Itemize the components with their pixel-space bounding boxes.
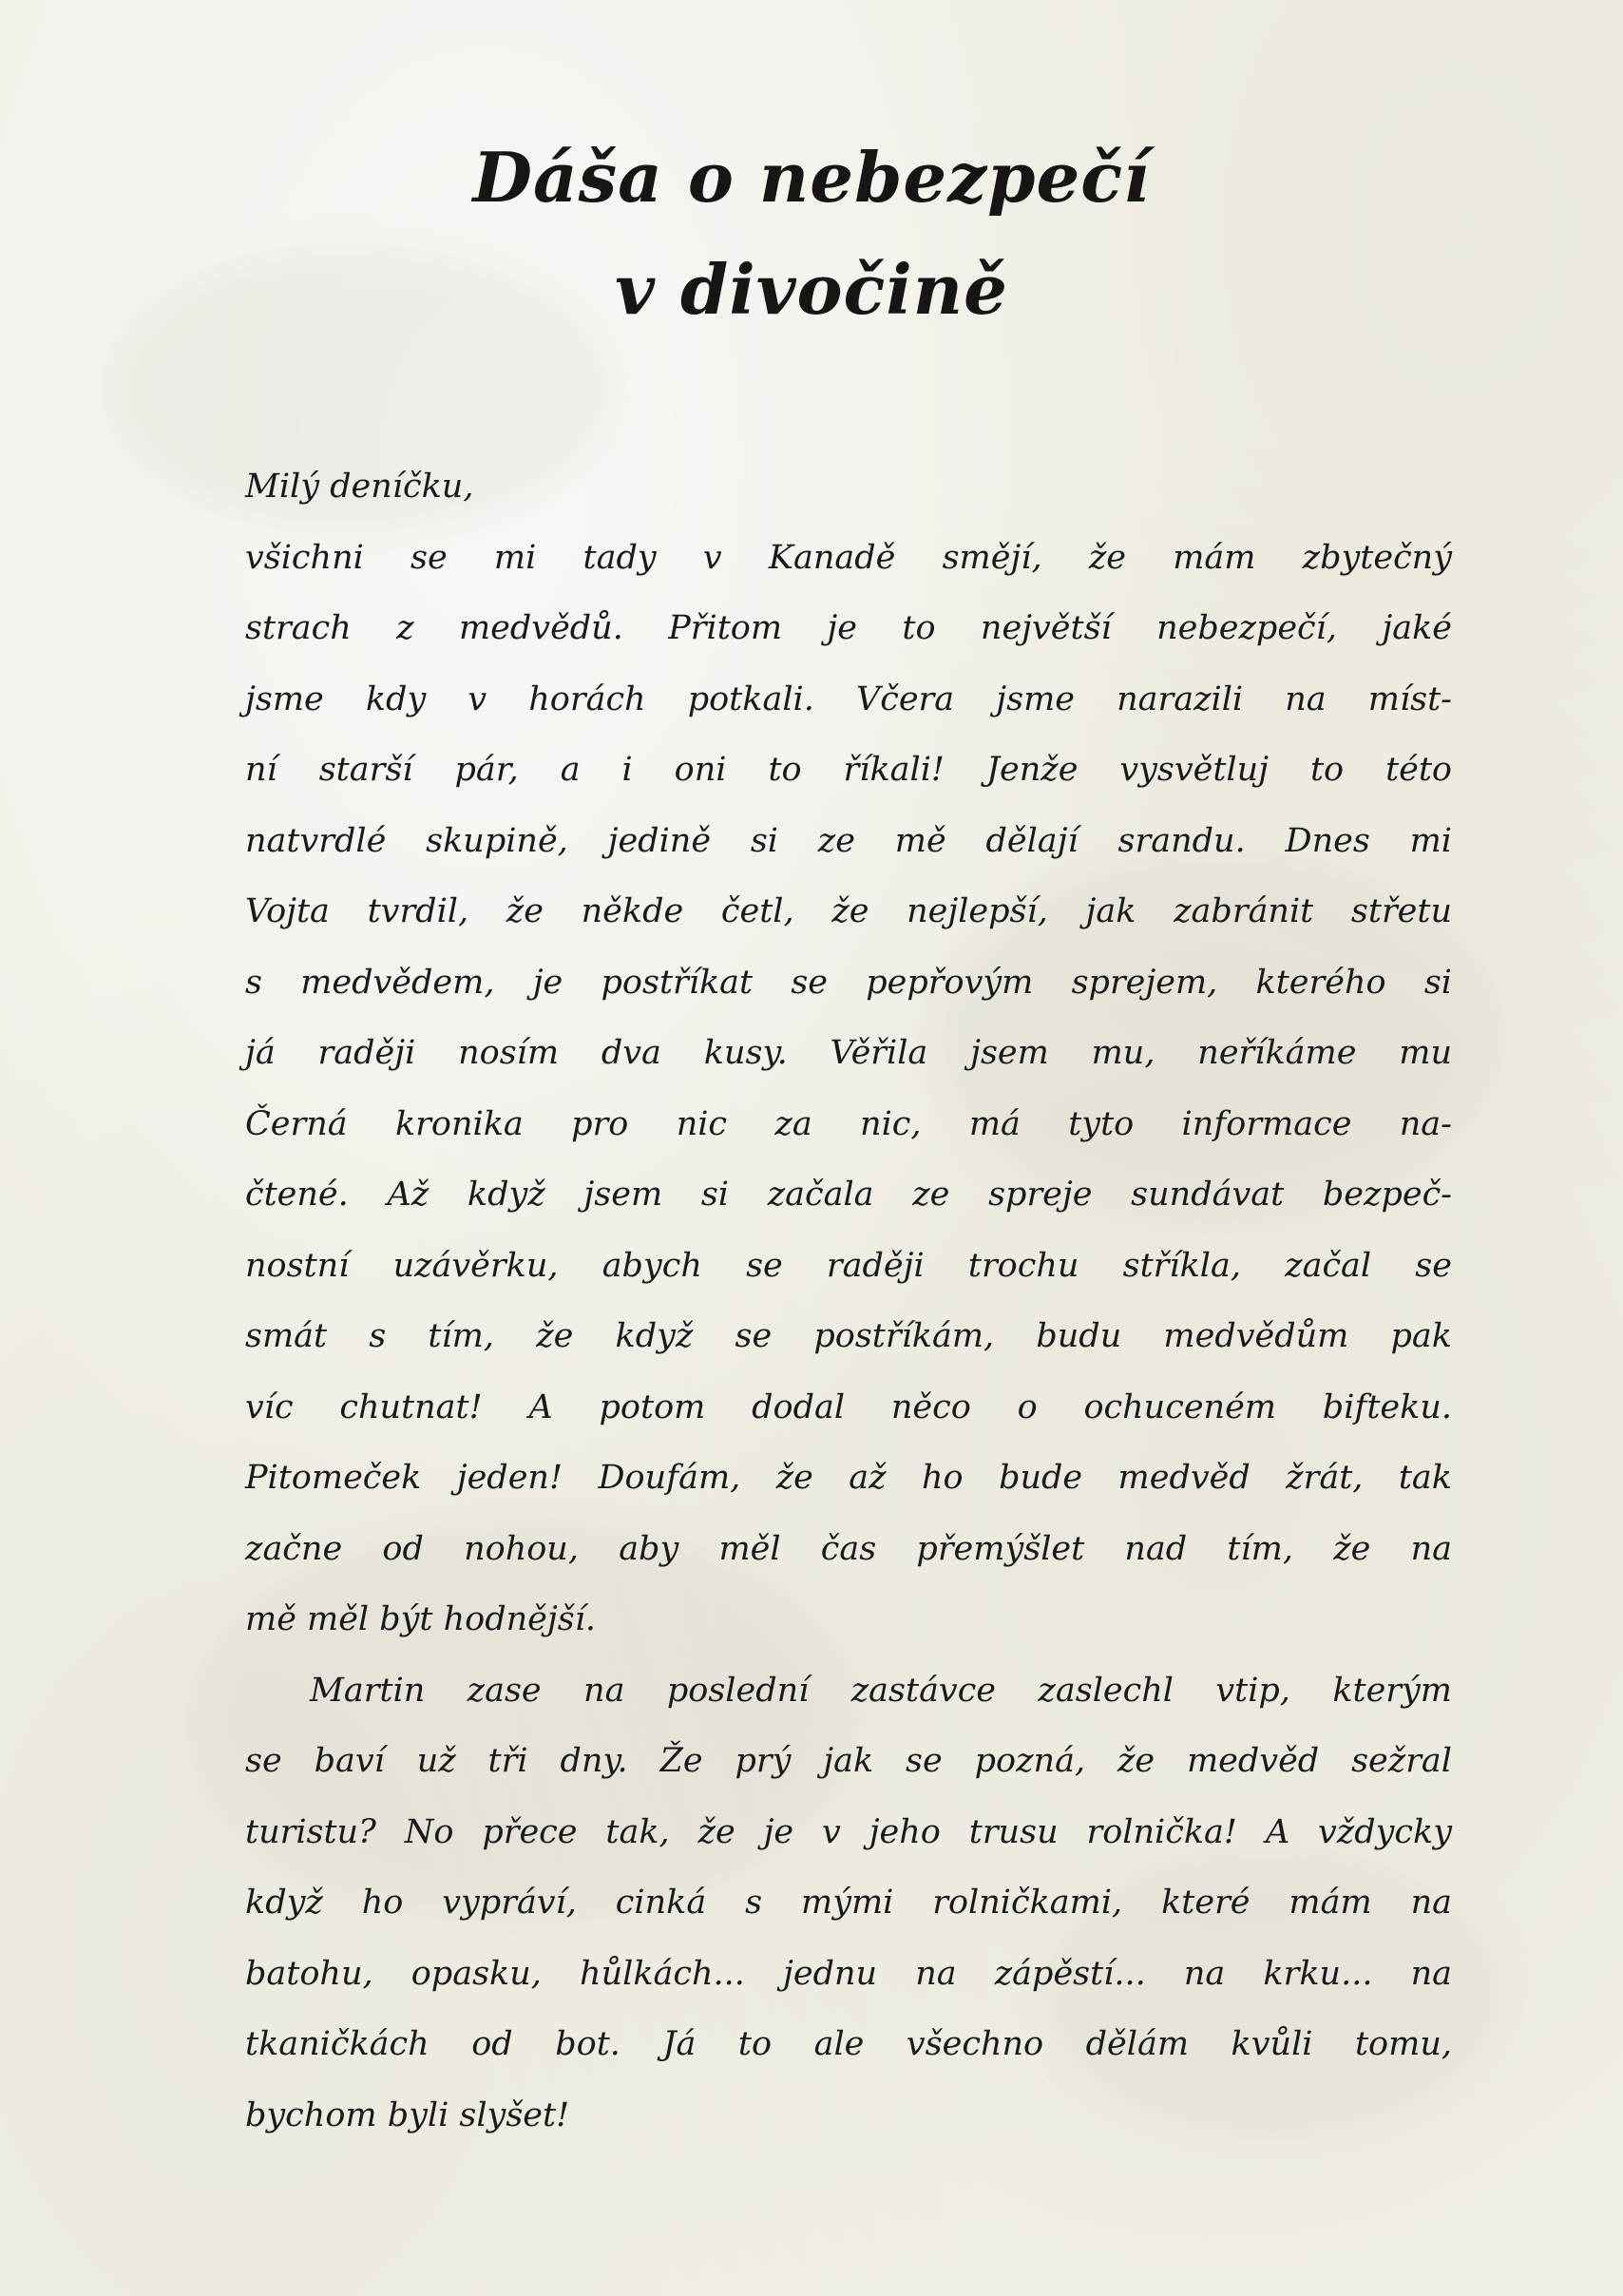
letter-line: Pitomeček jeden! Doufám, že až ho bude medvěd žrát, tak [245,1459,1452,1497]
letter-line: tkaničkách od bot. Já to ale všechno dělám kvůli tomu, [245,2025,1452,2063]
letter-line: ní starší pár, a i oni to říkali! Jenže vysvětluj to této [245,751,1452,789]
letter-line: já raději nosím dva kusy. Věřila jsem mu, neříkáme mu [245,1034,1452,1072]
letter-line: smát s tím, že když se postříkám, budu medvědům pak [245,1317,1452,1355]
letter-paragraph-2 [245,1655,1452,2152]
diary-letter [245,451,1452,2151]
letter-line: natvrdlé skupině, jedině si ze mě dělají srandu. Dnes mi [245,821,1452,860]
letter-line: turistu? No přece tak, že je v jeho trusu rolnička! A vždycky [245,1812,1452,1851]
letter-line: jsme kdy v horách potkali. Včera jsme narazili na míst- [245,679,1452,718]
letter-line: začne od nohou, aby měl čas přemýšlet nad tím, že na [245,1529,1452,1568]
letter-line: když ho vypráví, cinká s mými rolničkami, které mám na [245,1884,1452,1922]
letter-line: se baví už tři dny. Že prý jak se pozná, že medvěd sežral [245,1742,1452,1780]
letter-line: Černá kronika pro nic za nic, má tyto informace na- [245,1104,1452,1143]
letter-line: čtené. Až když jsem si začala ze spreje sundávat bezpeč- [245,1176,1452,1214]
letter-line: batohu, opasku, hůlkách... jednu na zápěstí... na krku... na [245,1954,1452,1993]
page-title [0,122,1623,346]
letter-line: Martin zase na poslední zastávce zaslechl vtip, kterým [310,1671,1452,1710]
letter-line: strach z medvědů. Přitom je to největší nebezpečí, jaké [245,609,1452,647]
letter-line: nostní uzávěrku, abych se raději trochu stříkla, začal se [245,1246,1452,1285]
letter-line: mě měl být hodnější. [245,1600,597,1638]
letter-line: s medvědem, je postříkat se pepřovým sprejem, kterého si [245,963,1452,1002]
letter-line: všichni se mi tady v Kanadě smějí, že mám zbytečný [245,538,1452,577]
letter-line: bychom byli slyšet! [245,2095,570,2134]
letter-line: Vojta tvrdil, že někde četl, že nejlepší, jak zabránit střetu [245,892,1452,930]
letter-line: víc chutnat! A potom dodal něco o ochuceném bifteku. [245,1387,1452,1426]
letter-greeting: Milý deníčku, [245,468,474,506]
title-line-1: Dáša o nebezpečí [472,137,1151,218]
letter-paragraph-1 [245,523,1452,1655]
title-line-2: v divočině [615,249,1008,330]
